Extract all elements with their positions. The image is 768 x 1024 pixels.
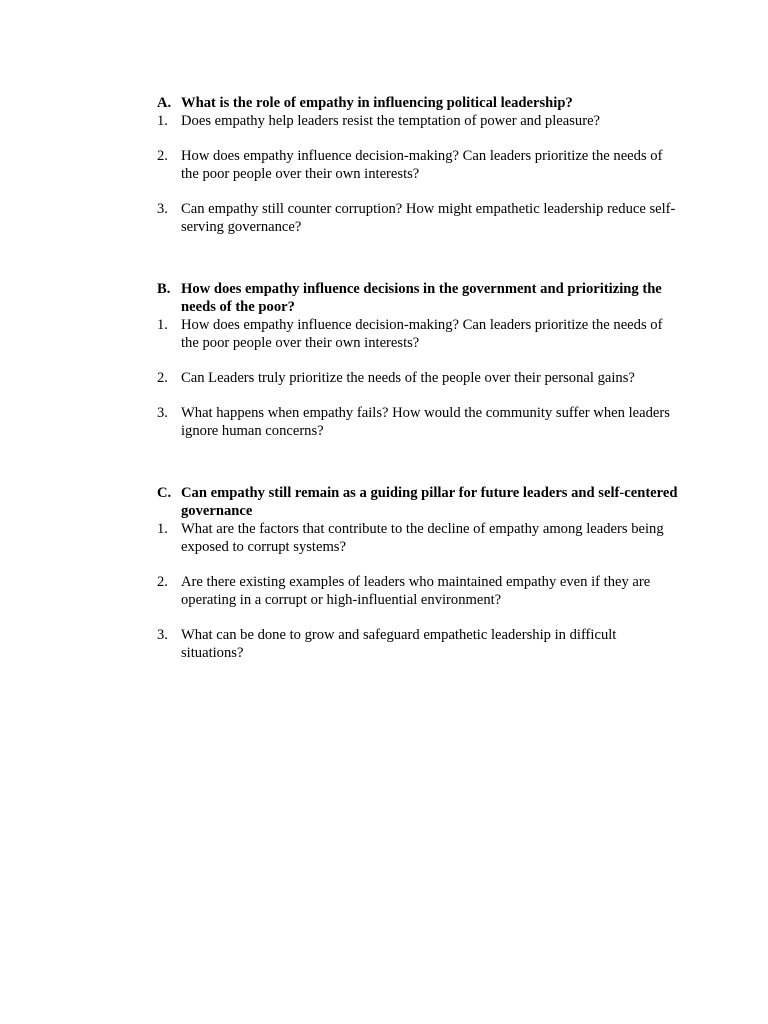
question-text: How does empathy influence decision-making? Can leaders prioritize the needs of the poor people over their own interests? (181, 148, 663, 182)
section-a (157, 94, 682, 236)
question-number: 2. (157, 370, 168, 386)
question-number: 1. (157, 317, 168, 333)
section-heading-text: How does empathy influence decisions in the government and prioritizing the needs of the poor? (181, 281, 662, 315)
question-item (157, 573, 682, 609)
question-text: What can be done to grow and safeguard empathetic leadership in difficult situations? (181, 627, 617, 661)
question-number: 3. (157, 201, 168, 217)
section-b (157, 280, 682, 440)
question-item (157, 404, 682, 440)
question-number: 3. (157, 405, 168, 421)
question-text: Can empathy still counter corruption? How might empathetic leadership reduce self-serving governance? (181, 201, 676, 235)
section-heading-text: What is the role of empathy in influencing political leadership? (181, 95, 573, 111)
question-item (157, 112, 682, 130)
section-letter: A. (157, 95, 172, 111)
section-c (157, 484, 682, 662)
question-number: 1. (157, 113, 168, 129)
question-text: Does empathy help leaders resist the temptation of power and pleasure? (181, 113, 601, 129)
question-text: What are the factors that contribute to the decline of empathy among leaders being exposed to corrupt systems? (181, 521, 664, 555)
question-text: What happens when empathy fails? How would the community suffer when leaders ignore human concerns? (181, 405, 670, 439)
question-number: 2. (157, 148, 168, 164)
question-number: 2. (157, 574, 168, 590)
question-item (157, 316, 682, 352)
question-text: Are there existing examples of leaders who maintained empathy even if they are operating in a corrupt or high-influential environment? (181, 574, 651, 608)
section-heading (157, 484, 682, 520)
question-item (157, 369, 682, 387)
question-text: Can Leaders truly prioritize the needs of the people over their personal gains? (181, 370, 635, 386)
section-letter: C. (157, 485, 172, 501)
section-heading (157, 280, 682, 316)
question-number: 1. (157, 521, 168, 537)
question-number: 3. (157, 627, 168, 643)
section-letter: B. (157, 281, 171, 297)
section-heading-text: Can empathy still remain as a guiding pillar for future leaders and self-centered governance (181, 485, 678, 519)
question-item (157, 200, 682, 236)
question-text: How does empathy influence decision-making? Can leaders prioritize the needs of the poor people over their own interests? (181, 317, 663, 351)
question-item (157, 520, 682, 556)
section-heading (157, 94, 682, 112)
question-item (157, 147, 682, 183)
question-item (157, 626, 682, 662)
